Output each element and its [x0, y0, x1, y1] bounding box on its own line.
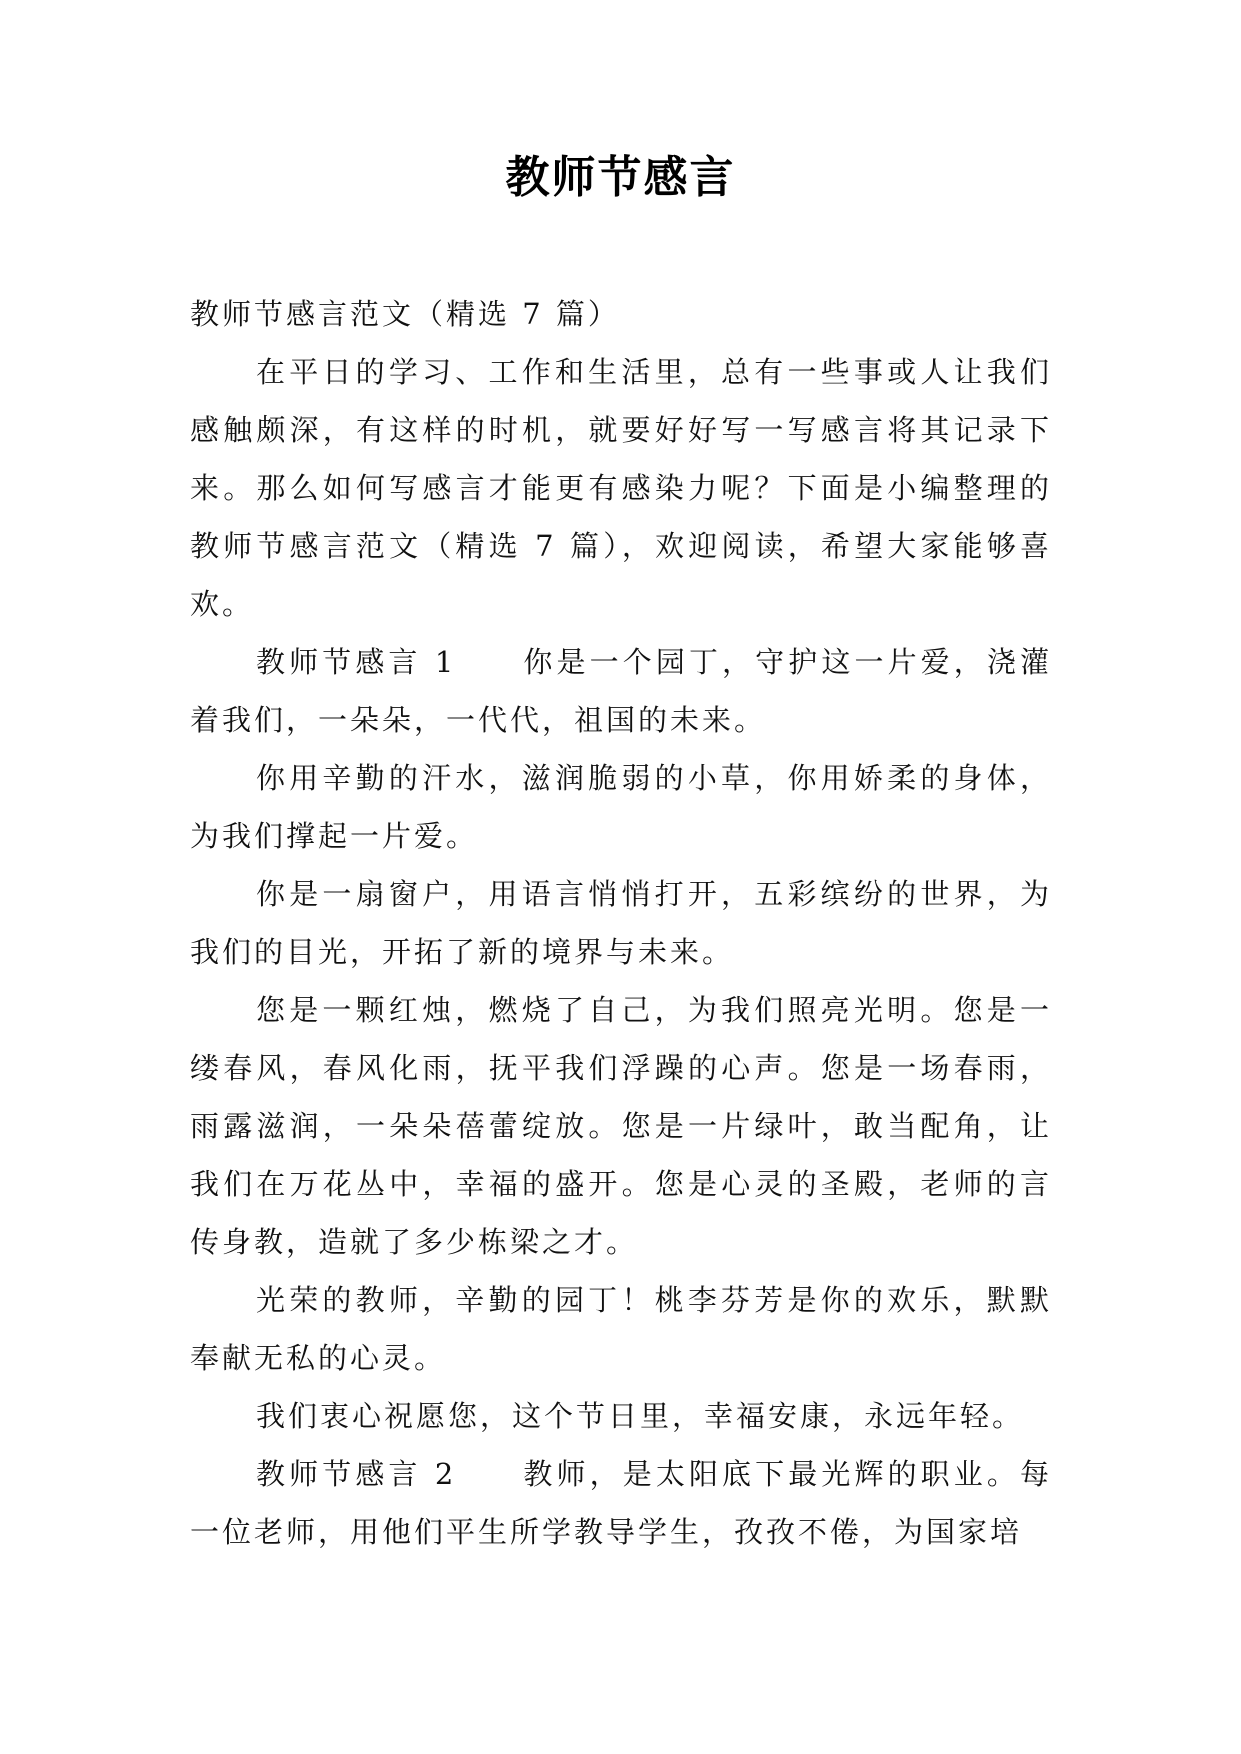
section-2-heading: 教师节感言 2 — [256, 1457, 457, 1491]
section-1-heading: 教师节感言 1 — [256, 645, 457, 679]
intro-paragraph: 在平日的学习、工作和生活里，总有一些事或人让我们感触颇深，有这样的时机，就要好好写一写感言将其记录下来。那么如何写感言才能更有感染力呢？下面是小编整理的教师节感言范文（精选 7 篇），欢迎阅读，希望大家能够喜欢。 — [190, 355, 1052, 621]
section-2-first-text: 教师，是太阳底下最光辉的职业。每一位老师，用他们平生所学教导学生，孜孜不倦，为国家培 — [190, 1457, 1052, 1549]
section-1-opening — [190, 633, 1052, 749]
section-1-paragraph: 你用辛勤的汗水，滋润脆弱的小草，你用娇柔的身体，为我们撑起一片爱。 — [190, 761, 1052, 853]
document-body — [190, 285, 1052, 1561]
section-1-paragraph: 您是一颗红烛，燃烧了自己，为我们照亮光明。您是一缕春风，春风化雨，抚平我们浮躁的心声。您是一场春雨，雨露滋润，一朵朵蓓蕾绽放。您是一片绿叶，敢当配角，让我们在万花丛中，幸福的盛开。您是心灵的圣殿，老师的言传身教，造就了多少栋梁之才。 — [190, 993, 1052, 1259]
section-1-paragraph: 你是一扇窗户，用语言悄悄打开，五彩缤纷的世界，为我们的目光，开拓了新的境界与未来。 — [190, 877, 1052, 969]
section-1-paragraph: 光荣的教师，辛勤的园丁！桃李芬芳是你的欢乐，默默奉献无私的心灵。 — [190, 1283, 1052, 1375]
document-title: 教师节感言 — [505, 152, 736, 203]
section-1-paragraph: 我们衷心祝愿您，这个节日里，幸福安康，永远年轻。 — [256, 1399, 1025, 1433]
section-1-first-text: 你是一个园丁，守护这一片爱，浇灌着我们，一朵朵，一代代，祖国的未来。 — [190, 645, 1052, 737]
section-2-opening — [190, 1445, 1052, 1561]
document-subtitle: 教师节感言范文（精选 7 篇） — [190, 297, 620, 331]
